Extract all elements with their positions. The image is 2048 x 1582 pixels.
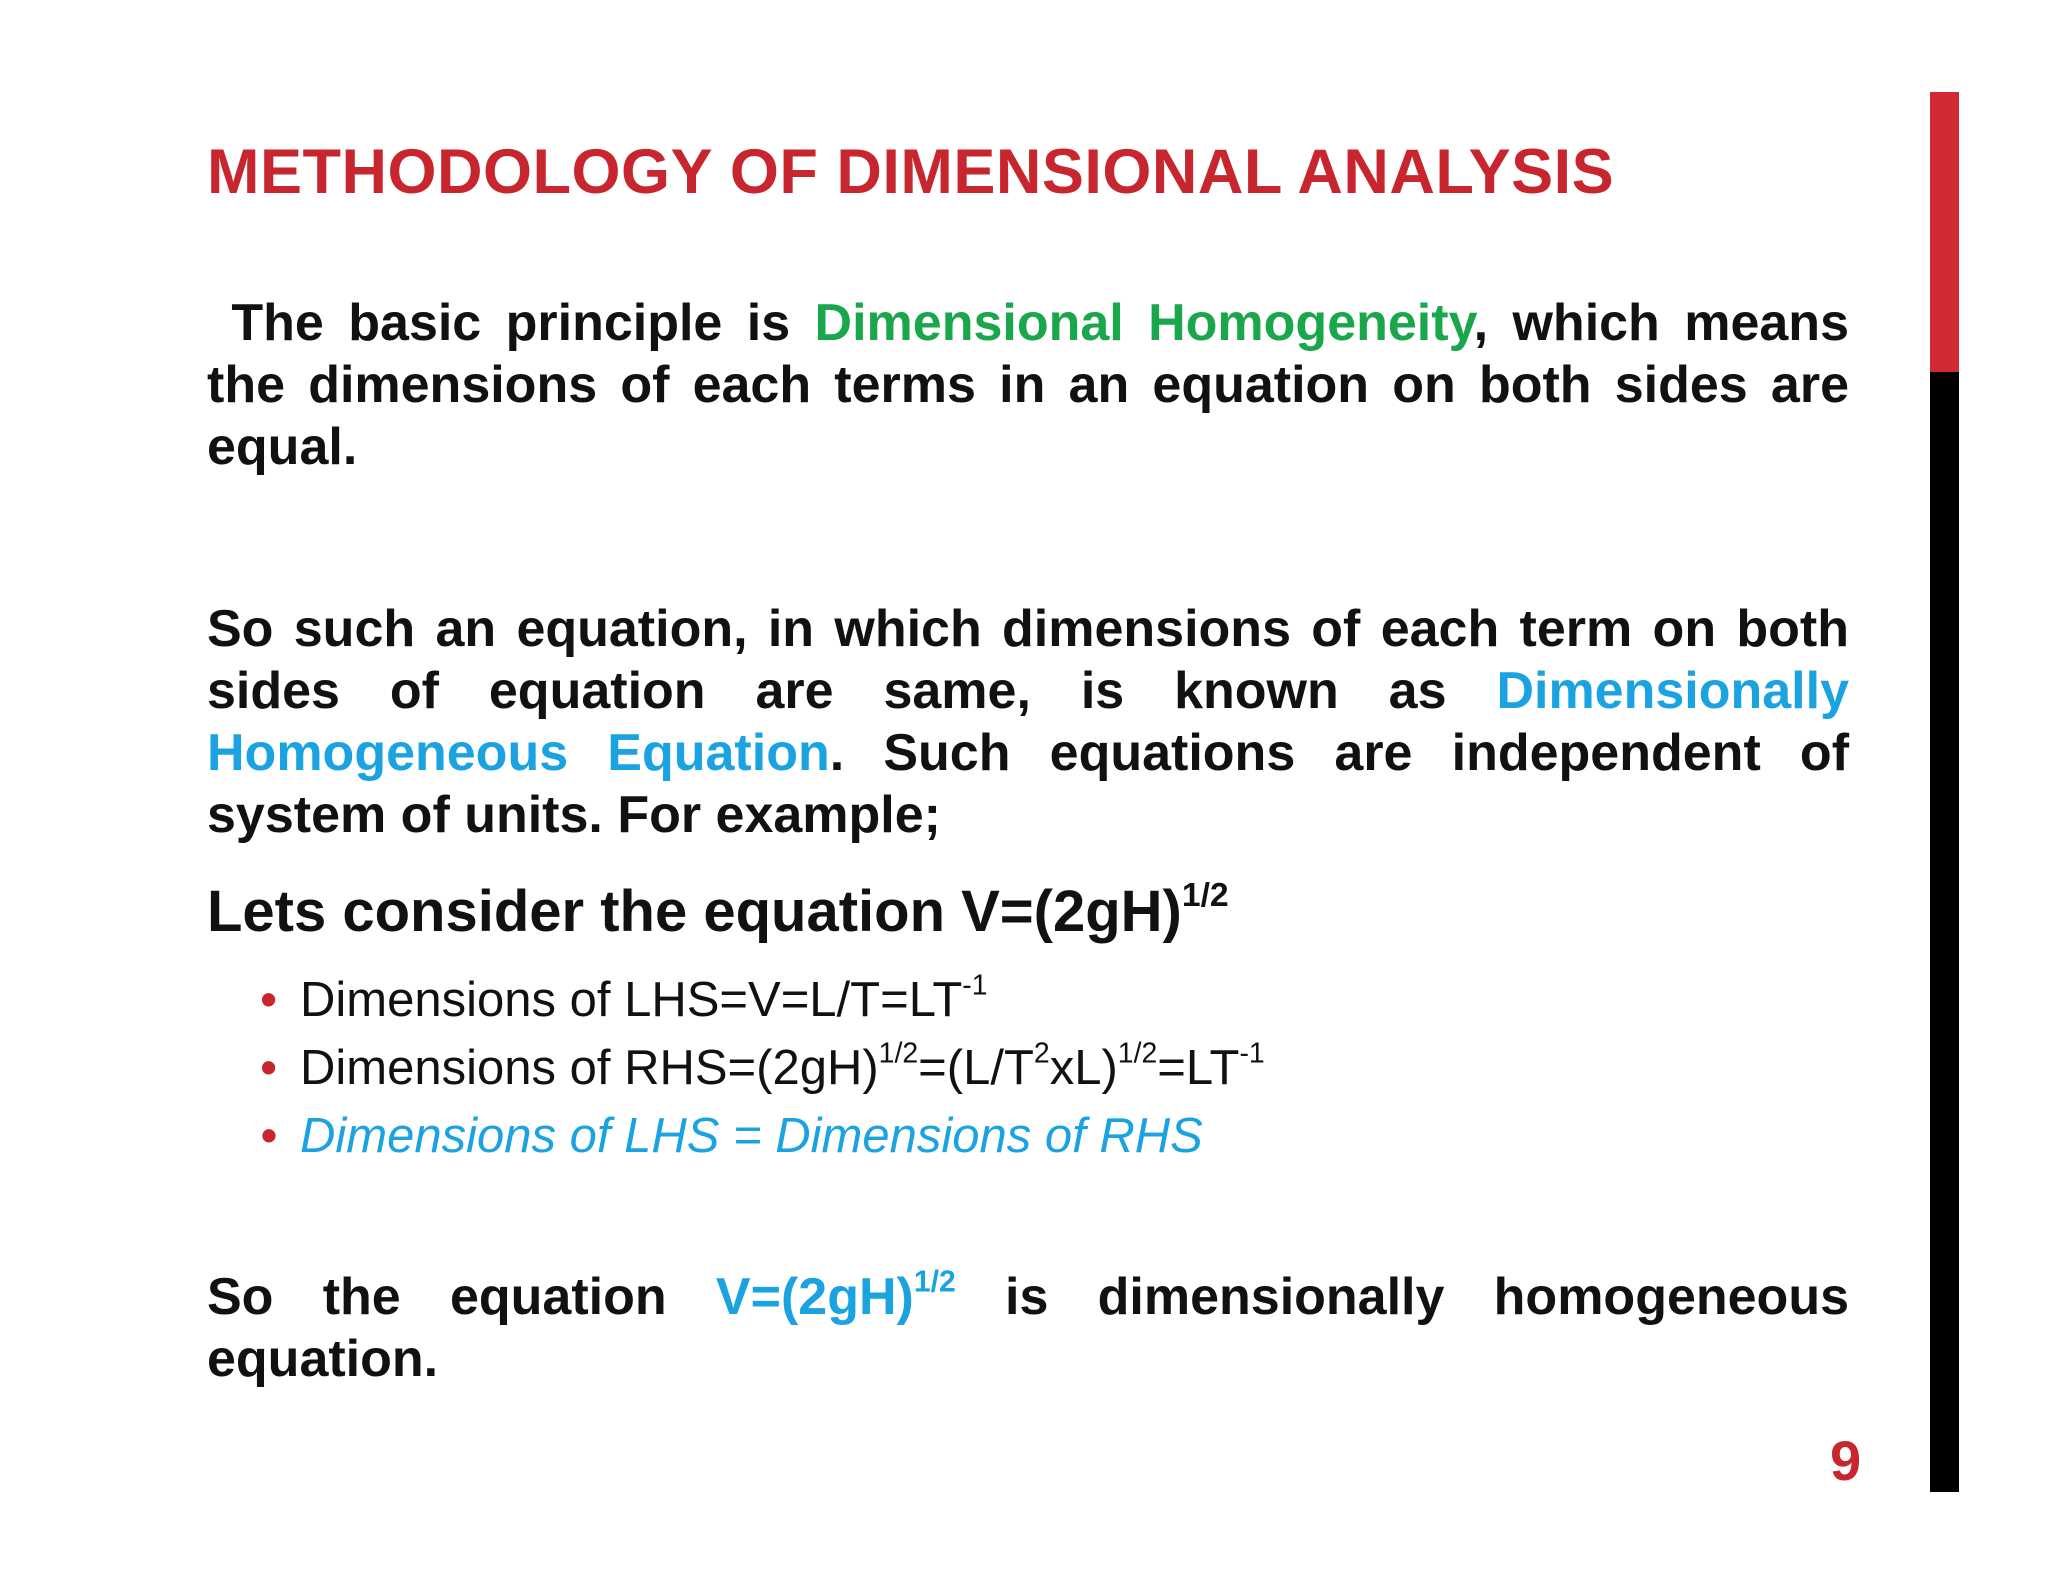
principle-text-pre: The basic principle is [231, 294, 815, 352]
lhs-text: Dimensions of LHS=V=L/T=LT [300, 973, 963, 1027]
consider-exponent: 1/2 [1181, 876, 1229, 914]
rhs-exponent-3: 1/2 [1117, 1037, 1158, 1070]
rhs-exponent-2: 2 [1033, 1037, 1050, 1070]
list-item-equality [260, 1102, 1265, 1170]
list-item-lhs [260, 966, 1265, 1034]
consider-text: Lets consider the equation V=(2gH) [207, 879, 1182, 944]
equality-text: Dimensions of LHS = Dimensions of RHS [300, 1109, 1203, 1163]
rhs-exponent-4: -1 [1239, 1037, 1265, 1070]
lhs-exponent: -1 [962, 969, 988, 1002]
page-number: 9 [1830, 1429, 1862, 1492]
dimensional-homogeneity-term: Dimensional Homogeneity [814, 294, 1474, 352]
principle-paragraph [207, 292, 1849, 478]
homogeneous-equation-term: Dimensionally Homogeneous Equation [207, 662, 1849, 782]
bullet-marker: • [260, 1041, 278, 1095]
slide-title: METHODOLOGY OF DIMENSIONAL ANALYSIS [207, 137, 1615, 207]
accent-bar-black [1930, 372, 1959, 1492]
conclusion-text-post: is dimensionally homogeneous equation. [207, 1268, 1850, 1388]
rhs-text-b: =(L/T [918, 1041, 1034, 1095]
conclusion-paragraph [207, 1266, 1849, 1390]
conclusion-equation-text: V=(2gH) [715, 1268, 914, 1326]
homogeneous-text-pre: So such an equation, in which dimensions of each term on both sides of equation are same, is known as [207, 600, 1849, 720]
conclusion-text-pre: So the equation [207, 1268, 716, 1326]
conclusion-equation [715, 1265, 956, 1326]
conclusion-exponent: 1/2 [913, 1265, 956, 1299]
accent-bar-red [1930, 92, 1959, 372]
rhs-text-a: Dimensions of RHS=(2gH) [300, 1041, 879, 1095]
principle-text-post: , which means the dimensions of each terms in an equation on both sides are equal. [207, 294, 1849, 476]
homogeneous-text-post: . Such equations are independent of system of units. For example; [207, 724, 1850, 844]
rhs-exponent-1: 1/2 [878, 1037, 919, 1070]
homogeneous-equation-paragraph [207, 598, 1849, 846]
list-item-rhs [260, 1034, 1265, 1102]
dimension-bullet-list [260, 966, 1265, 1170]
rhs-text-d: =LT [1157, 1041, 1240, 1095]
consider-equation-heading [207, 878, 1229, 945]
bullet-marker: • [260, 1109, 278, 1163]
bullet-marker: • [260, 973, 278, 1027]
rhs-text-c: xL) [1049, 1041, 1118, 1095]
